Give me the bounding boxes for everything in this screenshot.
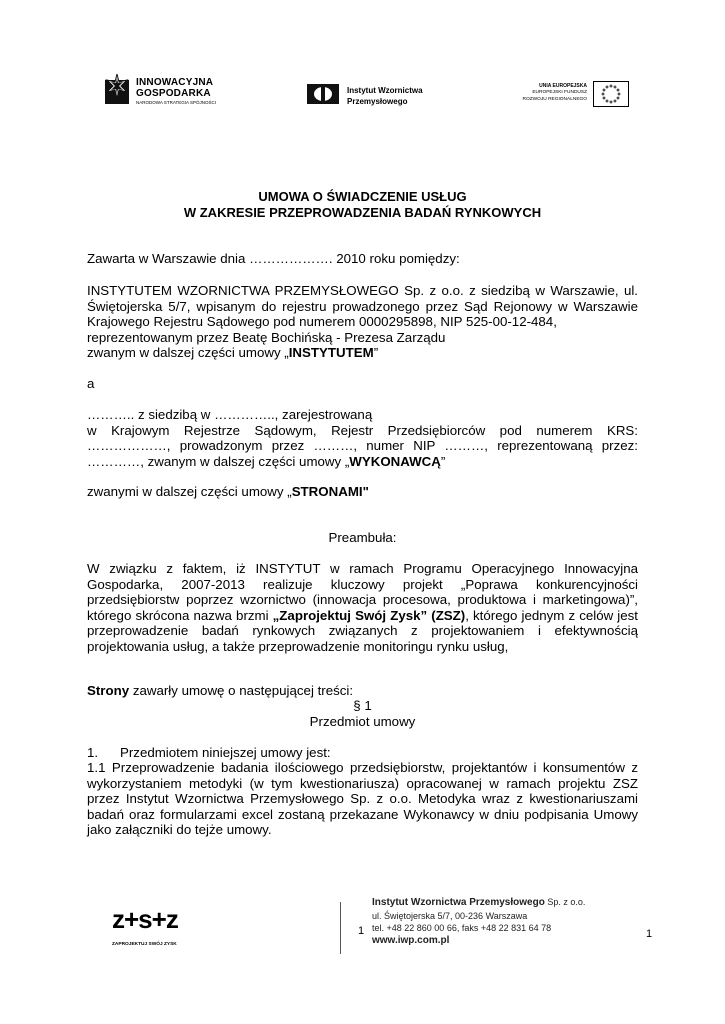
bold-term: Strony [87, 683, 130, 698]
agreement-line [87, 683, 638, 699]
footer-divider [340, 902, 341, 954]
party-contractor [87, 407, 638, 469]
text-line: badań oraz formularzami excel zostaną przekazane Wykonawcy w dniu podpisania Umowy [87, 806, 638, 822]
zsz-logo-text: z+s+z [112, 904, 178, 934]
text-line: ………………, prowadzonym przez ………, numer NIP ………, reprezentowaną przez: [87, 438, 638, 454]
text-line: przez Instytut Wzornictwa Przemysłowego Sp. z o.o. Metodyka wraz z kwestionariuszami [87, 791, 638, 807]
page-number-inner: 1 [358, 925, 365, 937]
text-line: ……….. z siedzibą w ………….., zarejestrowaną [87, 407, 373, 422]
ig-line3: NARODOWA STRATEGIA SPÓJNOŚCI [136, 100, 217, 105]
ig-line2: GOSPODARKA [136, 88, 211, 99]
parties-line [87, 484, 638, 500]
text-line: W związku z faktem, iż INSTYTUT w ramach Programu Operacyjnego Innowacyjna [87, 561, 638, 576]
bold-term: WYKONAWCĄ [349, 453, 441, 469]
preamble-heading: Preambuła: [328, 530, 397, 545]
iwp-line2: Przemysłowego [347, 97, 408, 106]
text-line: jako załączniki do tejże umowy. [87, 822, 272, 838]
title-line2: W ZAKRESIE PRZEPROWADZENIA BADAŃ RYNKOWYCH [183, 205, 542, 220]
text-line: 1.1 Przeprowadzenie badania ilościowego przedsiębiorstw, projektantów i konsumentów z [87, 760, 638, 775]
iwp-line1: Instytut Wzornictwa [347, 86, 423, 95]
text-line: przedsiębiorstw poprzez wzornictwo (innowacja procesowa, produktowa i marketingowa)”, [87, 592, 638, 608]
eu-flag-icon [593, 81, 629, 107]
footer-org-suffix: Sp. z o.o. [544, 897, 586, 907]
zsz-caption: ZAPROJEKTUJ SWÓJ ZYSK [112, 942, 177, 947]
ig-line1: INNOWACYJNA [136, 77, 214, 88]
iwp-text [347, 85, 423, 107]
footer-web: www.iwp.com.pl [372, 934, 450, 946]
eu-line1: UNIA EUROPEJSKA [539, 83, 587, 89]
section-title: Przedmiot umowy [309, 714, 416, 729]
text-line: reprezentowanym przez Beatę Bochińską - Prezesa Zarządu [87, 329, 446, 345]
text-span: …………, zwanym w dalszej części umowy „ [87, 453, 350, 469]
footer-phone: tel. +48 22 860 00 66, faks +48 22 831 64 78 [372, 923, 552, 934]
item-number: 1. [87, 745, 99, 760]
innowacyjna-gospodarka-logo [103, 74, 243, 108]
innowacyjna-gospodarka-icon [103, 74, 133, 106]
iwp-logo [307, 83, 437, 107]
iwp-mark-icon [307, 84, 339, 104]
text-span: ” [440, 453, 446, 469]
text-span: ” [373, 345, 379, 361]
text-line: INSTYTUTEM WZORNICTWA PRZEMYSŁOWEGO Sp. z o.o. z siedzibą w Warszawie, ul. [87, 283, 638, 298]
item-1 [87, 745, 638, 761]
text-line: projektowania usług, a także przeprowadzenie monitoringu rynku usług, [87, 638, 509, 654]
text-line: wykorzystaniem metodyki (w tym kwestionariusza) opracowanej w ramach projektu ZSZ [87, 775, 638, 791]
preamble-paragraph [87, 561, 638, 655]
section-number: § 1 [353, 698, 372, 713]
text-line: przeprowadzenie badań rynkowych związanych z projektowaniem i efektywnością [87, 623, 638, 639]
text-span: zawarły umowę o następującej treści: [129, 683, 354, 698]
eu-line2: EUROPEJSKI FUNDUSZ [532, 90, 587, 96]
text-line: w Krajowym Rejestrze Sądowym, Rejestr Przedsiębiorców pod numerem KRS: [87, 422, 638, 438]
bold-term: INSTYTUTEM [288, 345, 374, 361]
text-span: którego skrócona nazwa brzmi [87, 607, 273, 623]
text-span: zwanymi w dalszej części umowy „ [87, 484, 292, 499]
party-institute [87, 283, 638, 361]
eu-logo [513, 81, 623, 107]
bold-term: „Zaprojektuj Swój Zysk” (ZSZ) [272, 607, 466, 623]
eu-text [513, 83, 587, 103]
eu-line3: ROZWOJU REGIONALNEGO [522, 96, 587, 102]
text-span: zwanym w dalszej części umowy „ [87, 345, 289, 361]
item-1-1-paragraph [87, 760, 638, 838]
text-line [87, 345, 638, 361]
text-line [87, 454, 638, 470]
footer-street: ul. Świętojerska 5/7, 00-236 Warszawa [372, 910, 528, 921]
intro-line: Zawarta w Warszawie dnia ………………. 2010 roku pomiędzy: [87, 251, 460, 266]
text-line [87, 608, 638, 624]
page-number: 1 [646, 928, 653, 940]
conjunction-a: a [87, 376, 95, 391]
text-span: , którego jednym z celów jest [465, 607, 638, 623]
text-line: Świętojerska 5/7, wpisanym do rejestru prowadzonego przez Sąd Rejonowy w Warszawie [87, 298, 638, 314]
text-line: Gospodarka, 2007-2013 realizuje kluczowy projekt „Poprawa konkurencyjności [87, 576, 638, 592]
item-text: Przedmiotem niniejszej umowy jest: [120, 745, 331, 760]
document-title [0, 189, 725, 221]
text-line: Krajowego Rejestru Sądowego pod numerem 0000295898, NIP 525-00-12-484, [87, 314, 557, 330]
title-line1: UMOWA O ŚWIADCZENIE USŁUG [258, 189, 467, 204]
footer-org: Instytut Wzornictwa Przemysłowego [372, 897, 545, 908]
bold-term: STRONAMI" [291, 484, 369, 499]
footer-address [372, 896, 585, 947]
zsz-logo [112, 905, 192, 951]
